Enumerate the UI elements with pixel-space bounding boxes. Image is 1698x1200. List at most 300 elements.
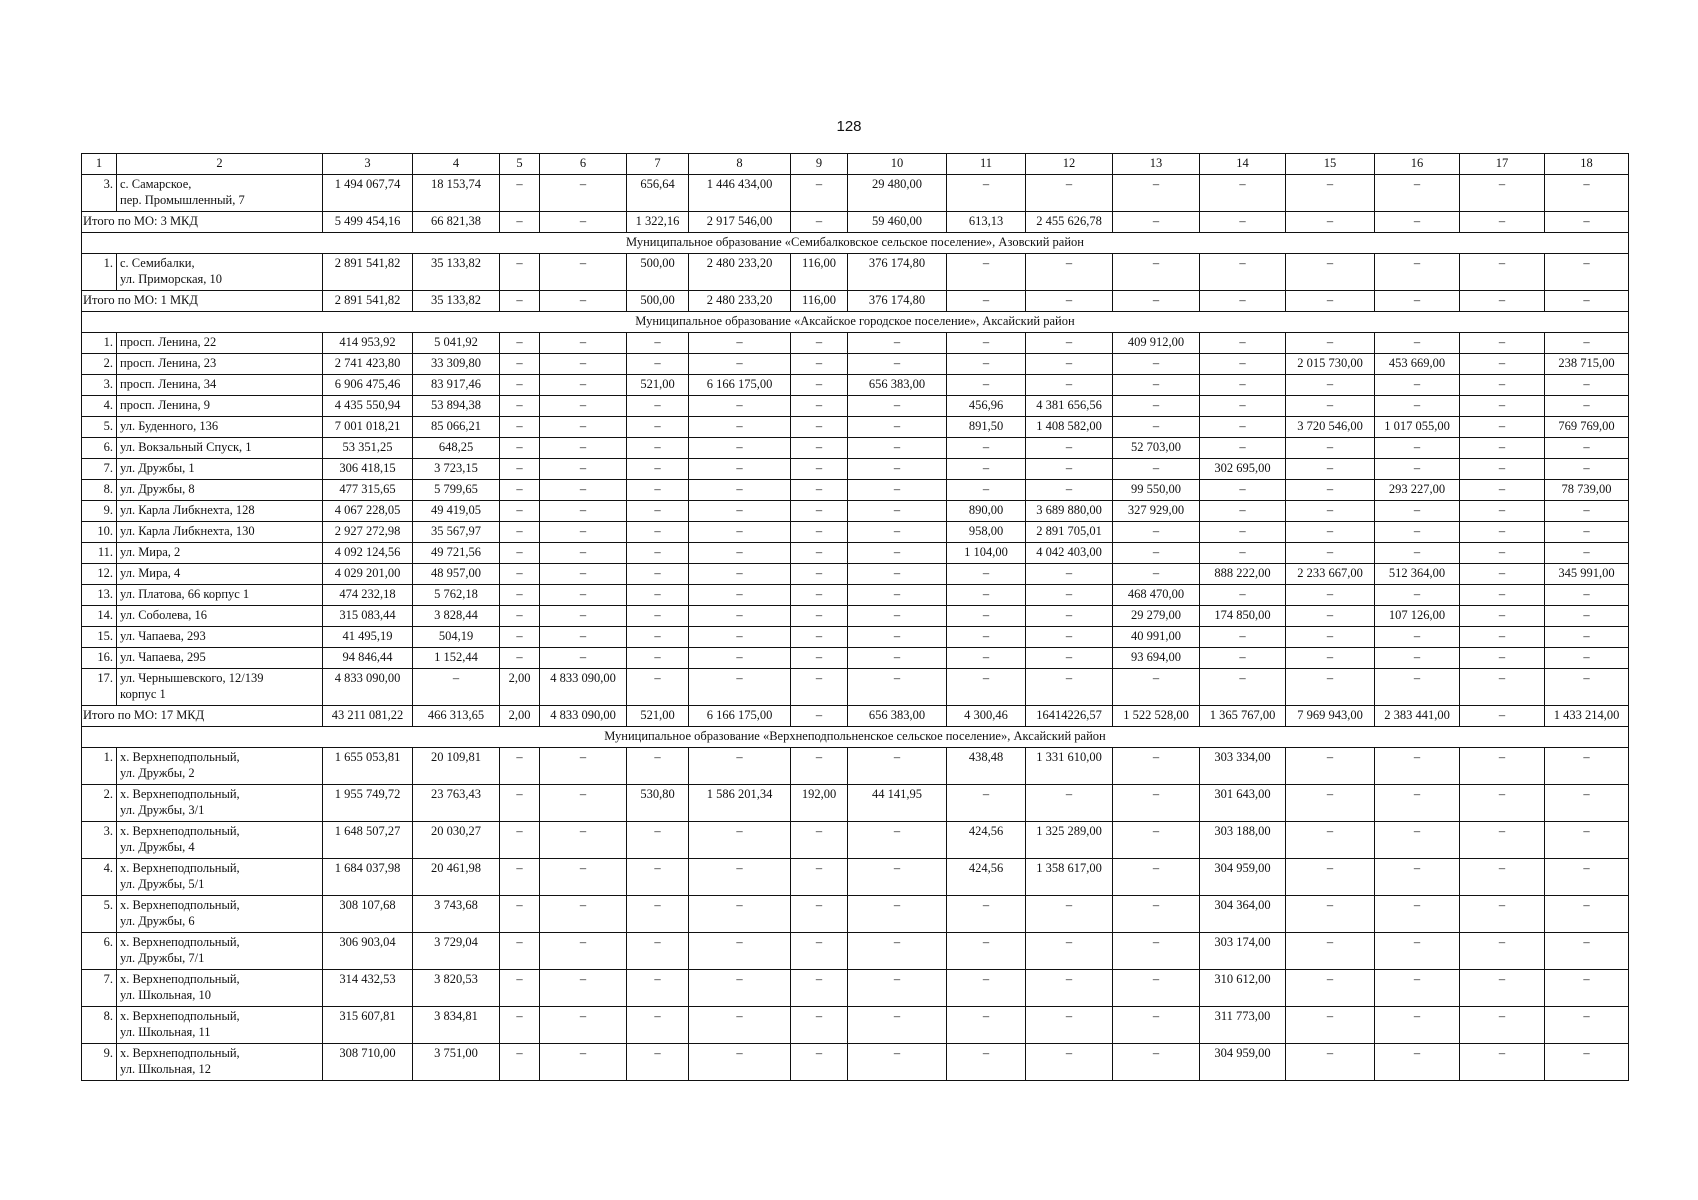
value-cell-col-8: – (689, 822, 791, 859)
value-cell-col-8: 6 166 175,00 (689, 375, 791, 396)
value-cell-col-15: – (1286, 375, 1375, 396)
value-cell-col-8: – (689, 459, 791, 480)
value-cell-col-16: – (1375, 785, 1460, 822)
total-cell-col-18: – (1545, 212, 1629, 233)
value-cell-col-6: – (540, 396, 627, 417)
total-cell-col-4: 35 133,82 (413, 291, 500, 312)
total-cell-col-8: 2 917 546,00 (689, 212, 791, 233)
total-label: Итого по МО: 3 МКД (82, 212, 323, 233)
total-cell-col-12: – (1026, 291, 1113, 312)
address-cell: ул. Мира, 4 (117, 564, 323, 585)
value-cell-col-14: 303 174,00 (1200, 933, 1286, 970)
value-cell-col-15: – (1286, 648, 1375, 669)
value-cell-col-6: – (540, 933, 627, 970)
value-cell-col-3: 41 495,19 (323, 627, 413, 648)
column-number-9: 9 (791, 154, 848, 175)
address-cell: просп. Ленина, 23 (117, 354, 323, 375)
value-cell-col-3: 2 891 541,82 (323, 254, 413, 291)
total-row (82, 291, 1629, 312)
value-cell-col-17: – (1460, 417, 1545, 438)
value-cell-col-14: – (1200, 375, 1286, 396)
value-cell-col-5: 2,00 (500, 669, 540, 706)
value-cell-col-13: – (1113, 859, 1200, 896)
value-cell-col-7: – (627, 970, 689, 1007)
address-cell: ул. Чапаева, 293 (117, 627, 323, 648)
value-cell-col-9: – (791, 396, 848, 417)
value-cell-col-14: – (1200, 522, 1286, 543)
row-number: 15. (82, 627, 117, 648)
value-cell-col-17: – (1460, 822, 1545, 859)
value-cell-col-13: – (1113, 375, 1200, 396)
value-cell-col-3: 1 655 053,81 (323, 748, 413, 785)
value-cell-col-12: – (1026, 333, 1113, 354)
value-cell-col-16: – (1375, 585, 1460, 606)
value-cell-col-10: – (848, 933, 947, 970)
value-cell-col-11: – (947, 627, 1026, 648)
address-cell: ул. Чапаева, 295 (117, 648, 323, 669)
total-cell-col-3: 5 499 454,16 (323, 212, 413, 233)
total-cell-col-15: 7 969 943,00 (1286, 706, 1375, 727)
municipality-title: Муниципальное образование «Семибалковское сельское поселение», Азовский район (82, 233, 1629, 254)
value-cell-col-13: – (1113, 822, 1200, 859)
value-cell-col-11: – (947, 606, 1026, 627)
value-cell-col-11: – (947, 1044, 1026, 1081)
value-cell-col-14: 304 959,00 (1200, 859, 1286, 896)
table-row (82, 254, 1629, 291)
value-cell-col-15: – (1286, 585, 1375, 606)
total-cell-col-14: – (1200, 291, 1286, 312)
value-cell-col-17: – (1460, 459, 1545, 480)
value-cell-col-6: – (540, 459, 627, 480)
value-cell-col-9: – (791, 438, 848, 459)
value-cell-col-5: – (500, 333, 540, 354)
value-cell-col-11: 424,56 (947, 822, 1026, 859)
table-row (82, 785, 1629, 822)
row-number: 8. (82, 480, 117, 501)
value-cell-col-9: – (791, 417, 848, 438)
value-cell-col-14: – (1200, 585, 1286, 606)
address-cell: просп. Ленина, 34 (117, 375, 323, 396)
value-cell-col-18: – (1545, 748, 1629, 785)
value-cell-col-16: 1 017 055,00 (1375, 417, 1460, 438)
value-cell-col-12: – (1026, 648, 1113, 669)
value-cell-col-14: – (1200, 501, 1286, 522)
value-cell-col-7: 530,80 (627, 785, 689, 822)
value-cell-col-6: – (540, 354, 627, 375)
column-number-5: 5 (500, 154, 540, 175)
value-cell-col-8: – (689, 933, 791, 970)
value-cell-col-16: – (1375, 375, 1460, 396)
value-cell-col-13: – (1113, 522, 1200, 543)
value-cell-col-5: – (500, 254, 540, 291)
value-cell-col-8: – (689, 606, 791, 627)
address-cell: х. Верхнеподпольный, ул. Дружбы, 4 (117, 822, 323, 859)
value-cell-col-17: – (1460, 606, 1545, 627)
value-cell-col-4: 1 152,44 (413, 648, 500, 669)
value-cell-col-10: – (848, 748, 947, 785)
total-cell-col-18: 1 433 214,00 (1545, 706, 1629, 727)
total-cell-col-5: – (500, 291, 540, 312)
value-cell-col-8: – (689, 417, 791, 438)
value-cell-col-9: – (791, 585, 848, 606)
value-cell-col-14: – (1200, 438, 1286, 459)
value-cell-col-4: 85 066,21 (413, 417, 500, 438)
table-row (82, 501, 1629, 522)
value-cell-col-6: – (540, 785, 627, 822)
column-number-11: 11 (947, 154, 1026, 175)
value-cell-col-5: – (500, 627, 540, 648)
mkd-repair-cost-table (81, 153, 1629, 1081)
value-cell-col-15: – (1286, 970, 1375, 1007)
value-cell-col-9: – (791, 648, 848, 669)
value-cell-col-10: – (848, 970, 947, 1007)
address-cell: с. Семибалки, ул. Приморская, 10 (117, 254, 323, 291)
value-cell-col-5: – (500, 822, 540, 859)
table-row (82, 375, 1629, 396)
value-cell-col-5: – (500, 585, 540, 606)
value-cell-col-10: 376 174,80 (848, 254, 947, 291)
value-cell-col-5: – (500, 522, 540, 543)
value-cell-col-17: – (1460, 896, 1545, 933)
value-cell-col-11: 890,00 (947, 501, 1026, 522)
value-cell-col-9: – (791, 1044, 848, 1081)
value-cell-col-11: 958,00 (947, 522, 1026, 543)
value-cell-col-18: – (1545, 970, 1629, 1007)
value-cell-col-14: 304 364,00 (1200, 896, 1286, 933)
value-cell-col-14: – (1200, 396, 1286, 417)
value-cell-col-11: – (947, 970, 1026, 1007)
column-number-7: 7 (627, 154, 689, 175)
value-cell-col-3: 94 846,44 (323, 648, 413, 669)
value-cell-col-14: – (1200, 354, 1286, 375)
value-cell-col-15: – (1286, 822, 1375, 859)
value-cell-col-11: – (947, 1007, 1026, 1044)
value-cell-col-14: 311 773,00 (1200, 1007, 1286, 1044)
value-cell-col-10: – (848, 648, 947, 669)
total-cell-col-12: 16414226,57 (1026, 706, 1113, 727)
address-cell: просп. Ленина, 9 (117, 396, 323, 417)
value-cell-col-18: 769 769,00 (1545, 417, 1629, 438)
total-cell-col-6: 4 833 090,00 (540, 706, 627, 727)
total-label: Итого по МО: 1 МКД (82, 291, 323, 312)
value-cell-col-4: 648,25 (413, 438, 500, 459)
value-cell-col-15: – (1286, 175, 1375, 212)
value-cell-col-5: – (500, 859, 540, 896)
value-cell-col-3: 6 906 475,46 (323, 375, 413, 396)
value-cell-col-12: – (1026, 438, 1113, 459)
section-header-row (82, 727, 1629, 748)
value-cell-col-18: – (1545, 1007, 1629, 1044)
table-row (82, 459, 1629, 480)
value-cell-col-17: – (1460, 543, 1545, 564)
address-cell: с. Самарское, пер. Промышленный, 7 (117, 175, 323, 212)
value-cell-col-3: 474 232,18 (323, 585, 413, 606)
value-cell-col-16: 293 227,00 (1375, 480, 1460, 501)
value-cell-col-5: – (500, 1044, 540, 1081)
value-cell-col-5: – (500, 785, 540, 822)
value-cell-col-13: – (1113, 543, 1200, 564)
address-cell: х. Верхнеподпольный, ул. Дружбы, 3/1 (117, 785, 323, 822)
value-cell-col-9: – (791, 970, 848, 1007)
value-cell-col-3: 315 607,81 (323, 1007, 413, 1044)
value-cell-col-10: – (848, 627, 947, 648)
value-cell-col-6: – (540, 564, 627, 585)
value-cell-col-9: – (791, 522, 848, 543)
value-cell-col-15: 2 015 730,00 (1286, 354, 1375, 375)
row-number: 7. (82, 459, 117, 480)
value-cell-col-8: – (689, 480, 791, 501)
value-cell-col-16: – (1375, 501, 1460, 522)
table-row (82, 1044, 1629, 1081)
value-cell-col-12: – (1026, 606, 1113, 627)
page-number: 128 (836, 118, 862, 135)
value-cell-col-7: 656,64 (627, 175, 689, 212)
value-cell-col-5: – (500, 396, 540, 417)
value-cell-col-4: 49 721,56 (413, 543, 500, 564)
value-cell-col-15: – (1286, 748, 1375, 785)
value-cell-col-13: – (1113, 459, 1200, 480)
value-cell-col-12: 4 381 656,56 (1026, 396, 1113, 417)
value-cell-col-12: – (1026, 933, 1113, 970)
total-cell-col-13: – (1113, 212, 1200, 233)
total-cell-col-5: – (500, 212, 540, 233)
value-cell-col-9: – (791, 354, 848, 375)
value-cell-col-15: – (1286, 859, 1375, 896)
value-cell-col-15: – (1286, 333, 1375, 354)
table-row (82, 417, 1629, 438)
table-row (82, 669, 1629, 706)
value-cell-col-7: – (627, 1007, 689, 1044)
value-cell-col-17: – (1460, 933, 1545, 970)
table-row (82, 748, 1629, 785)
table-row (82, 896, 1629, 933)
value-cell-col-7: – (627, 585, 689, 606)
value-cell-col-16: – (1375, 543, 1460, 564)
value-cell-col-4: 5 762,18 (413, 585, 500, 606)
value-cell-col-18: 78 739,00 (1545, 480, 1629, 501)
value-cell-col-3: 4 435 550,94 (323, 396, 413, 417)
value-cell-col-12: – (1026, 585, 1113, 606)
value-cell-col-8: – (689, 396, 791, 417)
value-cell-col-17: – (1460, 333, 1545, 354)
value-cell-col-4: 3 820,53 (413, 970, 500, 1007)
value-cell-col-9: – (791, 543, 848, 564)
table-row (82, 648, 1629, 669)
total-cell-col-11: 4 300,46 (947, 706, 1026, 727)
address-cell: х. Верхнеподпольный, ул. Дружбы, 7/1 (117, 933, 323, 970)
value-cell-col-4: 3 834,81 (413, 1007, 500, 1044)
value-cell-col-16: – (1375, 933, 1460, 970)
value-cell-col-11: 424,56 (947, 859, 1026, 896)
column-number-17: 17 (1460, 154, 1545, 175)
value-cell-col-8: – (689, 1007, 791, 1044)
value-cell-col-7: – (627, 438, 689, 459)
value-cell-col-14: – (1200, 648, 1286, 669)
value-cell-col-9: – (791, 669, 848, 706)
value-cell-col-8: – (689, 522, 791, 543)
value-cell-col-10: – (848, 501, 947, 522)
value-cell-col-10: – (848, 1044, 947, 1081)
value-cell-col-16: – (1375, 896, 1460, 933)
total-cell-col-18: – (1545, 291, 1629, 312)
column-number-18: 18 (1545, 154, 1629, 175)
row-number: 6. (82, 933, 117, 970)
row-number: 12. (82, 564, 117, 585)
value-cell-col-14: 310 612,00 (1200, 970, 1286, 1007)
row-number: 4. (82, 396, 117, 417)
value-cell-col-4: 20 461,98 (413, 859, 500, 896)
value-cell-col-3: 7 001 018,21 (323, 417, 413, 438)
value-cell-col-13: – (1113, 748, 1200, 785)
address-cell: ул. Чернышевского, 12/139 корпус 1 (117, 669, 323, 706)
value-cell-col-4: 5 799,65 (413, 480, 500, 501)
value-cell-col-14: – (1200, 333, 1286, 354)
value-cell-col-16: – (1375, 669, 1460, 706)
value-cell-col-9: – (791, 564, 848, 585)
value-cell-col-5: – (500, 175, 540, 212)
total-cell-col-9: 116,00 (791, 291, 848, 312)
value-cell-col-13: – (1113, 564, 1200, 585)
row-number: 11. (82, 543, 117, 564)
value-cell-col-7: – (627, 648, 689, 669)
table-row (82, 585, 1629, 606)
value-cell-col-6: – (540, 438, 627, 459)
value-cell-col-14: – (1200, 669, 1286, 706)
value-cell-col-4: 35 567,97 (413, 522, 500, 543)
value-cell-col-7: – (627, 396, 689, 417)
address-cell: ул. Соболева, 16 (117, 606, 323, 627)
address-cell: х. Верхнеподпольный, ул. Школьная, 11 (117, 1007, 323, 1044)
value-cell-col-6: – (540, 859, 627, 896)
value-cell-col-14: 304 959,00 (1200, 1044, 1286, 1081)
row-number: 13. (82, 585, 117, 606)
address-cell: просп. Ленина, 22 (117, 333, 323, 354)
value-cell-col-7: – (627, 354, 689, 375)
value-cell-col-5: – (500, 354, 540, 375)
value-cell-col-15: – (1286, 459, 1375, 480)
value-cell-col-13: – (1113, 1044, 1200, 1081)
value-cell-col-10: – (848, 333, 947, 354)
value-cell-col-10: – (848, 896, 947, 933)
value-cell-col-7: – (627, 1044, 689, 1081)
table-row (82, 1007, 1629, 1044)
row-number: 3. (82, 175, 117, 212)
row-number: 16. (82, 648, 117, 669)
value-cell-col-15: – (1286, 1044, 1375, 1081)
total-cell-col-17: – (1460, 291, 1545, 312)
value-cell-col-17: – (1460, 648, 1545, 669)
column-number-16: 16 (1375, 154, 1460, 175)
value-cell-col-13: – (1113, 175, 1200, 212)
total-cell-col-10: 59 460,00 (848, 212, 947, 233)
value-cell-col-18: – (1545, 933, 1629, 970)
total-cell-col-12: 2 455 626,78 (1026, 212, 1113, 233)
value-cell-col-16: 453 669,00 (1375, 354, 1460, 375)
value-cell-col-10: – (848, 669, 947, 706)
value-cell-col-15: – (1286, 480, 1375, 501)
total-cell-col-9: – (791, 706, 848, 727)
value-cell-col-11: – (947, 175, 1026, 212)
value-cell-col-9: – (791, 859, 848, 896)
value-cell-col-9: – (791, 822, 848, 859)
value-cell-col-16: – (1375, 333, 1460, 354)
value-cell-col-11: 891,50 (947, 417, 1026, 438)
value-cell-col-12: – (1026, 896, 1113, 933)
value-cell-col-18: – (1545, 396, 1629, 417)
value-cell-col-18: – (1545, 822, 1629, 859)
total-cell-col-5: 2,00 (500, 706, 540, 727)
column-number-14: 14 (1200, 154, 1286, 175)
total-cell-col-11: 613,13 (947, 212, 1026, 233)
row-number: 3. (82, 822, 117, 859)
value-cell-col-7: – (627, 896, 689, 933)
value-cell-col-18: – (1545, 543, 1629, 564)
value-cell-col-17: – (1460, 859, 1545, 896)
value-cell-col-16: 107 126,00 (1375, 606, 1460, 627)
value-cell-col-11: – (947, 933, 1026, 970)
value-cell-col-9: – (791, 175, 848, 212)
value-cell-col-9: – (791, 333, 848, 354)
row-number: 5. (82, 896, 117, 933)
value-cell-col-8: – (689, 627, 791, 648)
value-cell-col-17: – (1460, 254, 1545, 291)
value-cell-col-18: – (1545, 375, 1629, 396)
value-cell-col-8: 1 446 434,00 (689, 175, 791, 212)
value-cell-col-6: – (540, 333, 627, 354)
value-cell-col-18: – (1545, 1044, 1629, 1081)
total-cell-col-6: – (540, 212, 627, 233)
value-cell-col-7: – (627, 501, 689, 522)
value-cell-col-12: 1 358 617,00 (1026, 859, 1113, 896)
address-cell: ул. Вокзальный Спуск, 1 (117, 438, 323, 459)
value-cell-col-17: – (1460, 175, 1545, 212)
value-cell-col-11: – (947, 564, 1026, 585)
row-number: 4. (82, 859, 117, 896)
row-number: 6. (82, 438, 117, 459)
value-cell-col-6: 4 833 090,00 (540, 669, 627, 706)
value-cell-col-11: – (947, 438, 1026, 459)
total-cell-col-13: – (1113, 291, 1200, 312)
value-cell-col-12: – (1026, 1044, 1113, 1081)
value-cell-col-8: – (689, 438, 791, 459)
value-cell-col-4: 20 030,27 (413, 822, 500, 859)
value-cell-col-8: – (689, 564, 791, 585)
value-cell-col-14: 303 188,00 (1200, 822, 1286, 859)
value-cell-col-12: – (1026, 175, 1113, 212)
value-cell-col-12: – (1026, 480, 1113, 501)
value-cell-col-4: 3 751,00 (413, 1044, 500, 1081)
row-number: 14. (82, 606, 117, 627)
value-cell-col-18: – (1545, 669, 1629, 706)
value-cell-col-16: – (1375, 438, 1460, 459)
value-cell-col-9: – (791, 1007, 848, 1044)
value-cell-col-15: 2 233 667,00 (1286, 564, 1375, 585)
value-cell-col-6: – (540, 543, 627, 564)
table-row (82, 564, 1629, 585)
value-cell-col-16: – (1375, 522, 1460, 543)
value-cell-col-15: – (1286, 627, 1375, 648)
value-cell-col-14: 302 695,00 (1200, 459, 1286, 480)
value-cell-col-18: – (1545, 333, 1629, 354)
total-cell-col-4: 466 313,65 (413, 706, 500, 727)
value-cell-col-15: – (1286, 896, 1375, 933)
total-cell-col-10: 376 174,80 (848, 291, 947, 312)
value-cell-col-9: – (791, 627, 848, 648)
value-cell-col-18: – (1545, 254, 1629, 291)
address-cell: х. Верхнеподпольный, ул. Школьная, 12 (117, 1044, 323, 1081)
value-cell-col-9: 116,00 (791, 254, 848, 291)
value-cell-col-4: – (413, 669, 500, 706)
